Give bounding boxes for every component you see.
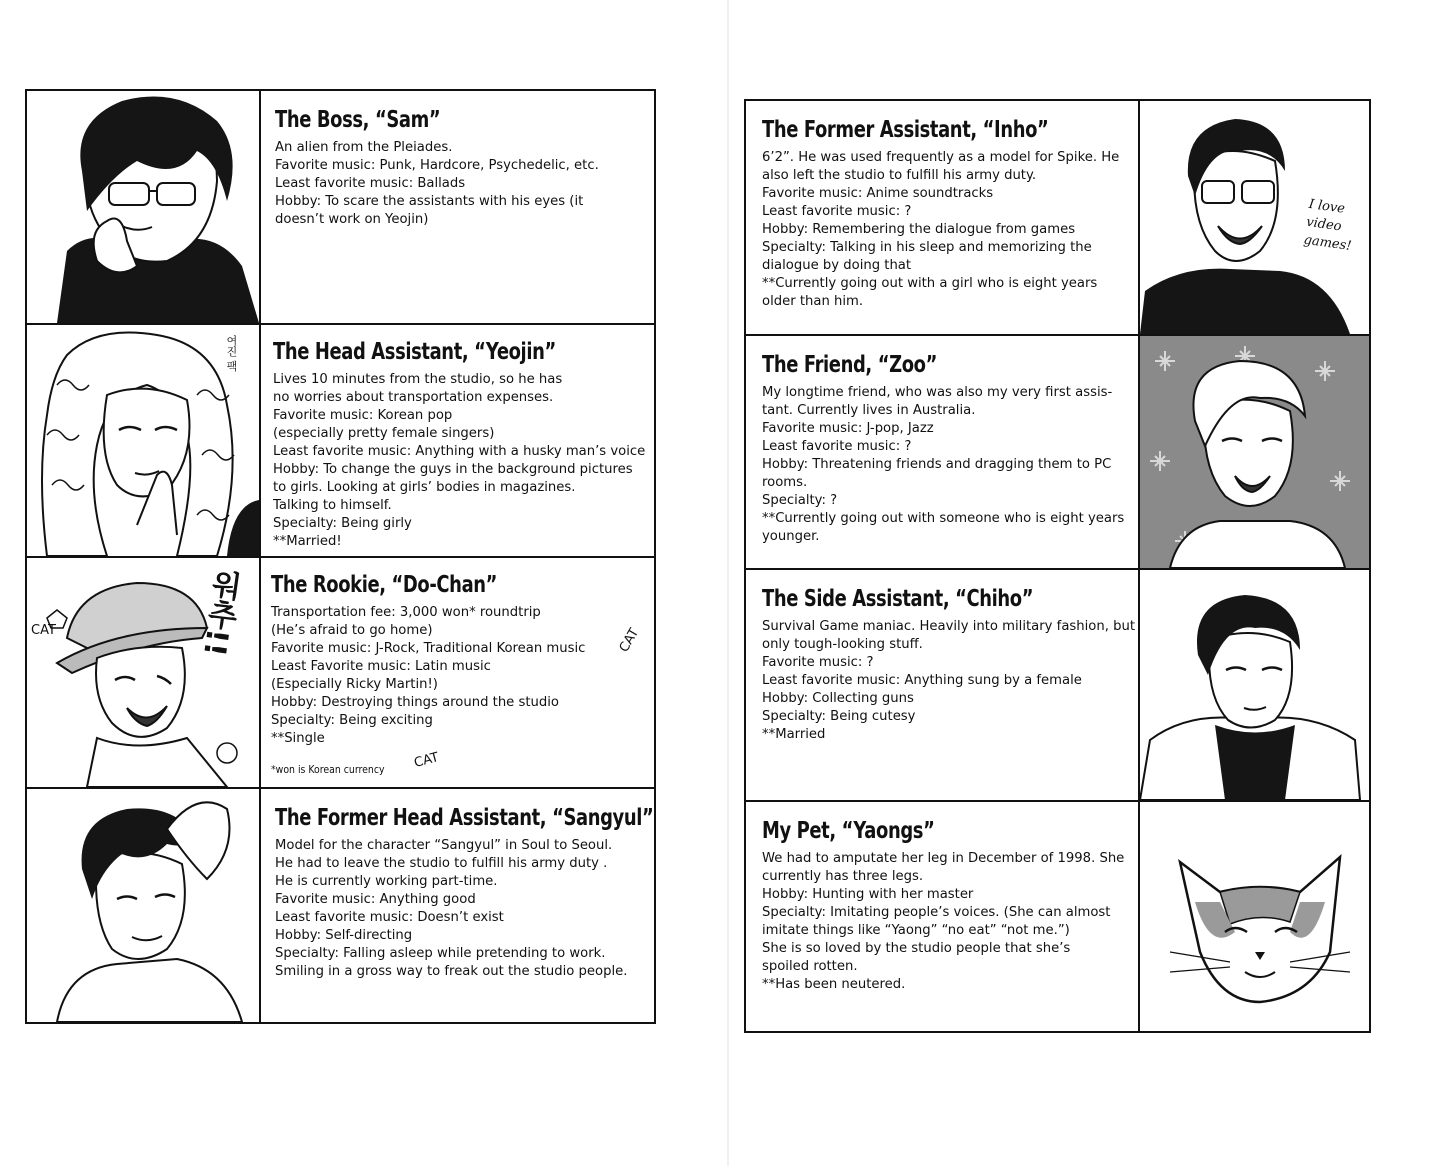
profile-line: Transportation fee: 3,000 won* roundtrip [271, 605, 541, 620]
profile-line: Hobby: Remembering the dialogue from games [762, 222, 1076, 237]
profile-text-yeojin [261, 323, 654, 556]
profile-line: Hobby: Destroying things around the studio [271, 695, 559, 710]
cat-label: CAT [31, 623, 56, 638]
profile-line: currently has three legs. [762, 869, 924, 884]
profile-lines [762, 618, 1136, 744]
profile-line: Specialty: Falling asleep while pretending to work. [275, 946, 606, 961]
profile-line: tant. Currently lives in Australia. [762, 403, 976, 418]
profile-line: no worries about transportation expenses. [273, 390, 554, 405]
profile-text-dochan [261, 556, 654, 787]
profile-lines [762, 384, 1128, 546]
profile-line: Least favorite music: Doesn’t exist [275, 910, 504, 925]
page-gutter [727, 0, 729, 1166]
profile-line: Least favorite music: ? [762, 439, 912, 454]
profile-name: The Side Assistant, “Chiho” [762, 586, 1034, 612]
profile-line: Least Favorite music: Latin music [271, 659, 491, 674]
sfx-korean: 워추!! [196, 567, 243, 659]
profile-lines [273, 371, 644, 551]
portrait-sam [27, 91, 259, 323]
profile-line: **Single [271, 731, 325, 746]
profile-line: 6’2”. He was used frequently as a model for Spike. He [762, 150, 1120, 165]
profile-line: Talking to himself. [273, 498, 392, 513]
profile-line: Lives 10 minutes from the studio, so he has [273, 372, 563, 387]
profile-name: The Head Assistant, “Yeojin” [273, 339, 556, 365]
profile-name: The Rookie, “Do-Chan” [271, 572, 498, 598]
profile-line: An alien from the Pleiades. [275, 140, 453, 155]
profile-text-chiho [746, 570, 1138, 800]
profile-line: Least favorite music: Anything sung by a female [762, 673, 1082, 688]
profile-line: dialogue by doing that [762, 258, 912, 273]
profile-line: **Has been neutered. [762, 977, 906, 992]
profile-line: Favorite music: Korean pop [273, 408, 453, 423]
profile-line: only tough-looking stuff. [762, 637, 923, 652]
portrait-zoo [1140, 336, 1369, 568]
profile-name: The Former Head Assistant, “Sangyul” [275, 805, 654, 831]
profile-line: Hobby: Collecting guns [762, 691, 914, 706]
profile-line: Hobby: To change the guys in the background pictures [273, 462, 633, 477]
profile-lines [762, 149, 1128, 311]
sfx-hangul-small: 여진 팩 [225, 335, 238, 372]
profile-line: Least favorite music: Ballads [275, 176, 466, 191]
profile-text-yaongs [746, 802, 1138, 1031]
profile-line: younger. [762, 529, 820, 544]
speech-bubble-inho [1302, 196, 1357, 256]
profile-line: rooms. [762, 475, 808, 490]
profile-lines [271, 604, 644, 748]
profile-line: Specialty: Being exciting [271, 713, 433, 728]
profile-name: The Boss, “Sam” [275, 107, 441, 133]
portrait-sangyul [27, 789, 259, 1022]
profile-line: Hobby: Threatening friends and dragging them to PC [762, 457, 1112, 472]
bubble-line: video [1305, 214, 1343, 235]
profile-line: He is currently working part-time. [275, 874, 498, 889]
profile-line: Hobby: Hunting with her master [762, 887, 974, 902]
bubble-line: I love [1307, 196, 1346, 217]
profile-line: imitate things like “Yaong” “no eat” “not me.”) [762, 923, 1070, 938]
profile-lines [762, 850, 1128, 994]
profile-line: My longtime friend, who was also my very first assis- [762, 385, 1113, 400]
profile-line: Favorite music: J-pop, Jazz [762, 421, 934, 436]
profile-line: Hobby: To scare the assistants with his eyes (it [275, 194, 584, 209]
profile-line: (especially pretty female singers) [273, 426, 495, 441]
portrait-chiho [1140, 570, 1369, 800]
profile-line: Least favorite music: ? [762, 204, 912, 219]
profile-text-inho [746, 101, 1138, 334]
profile-line: Hobby: Self-directing [275, 928, 413, 943]
profile-text-sam [261, 91, 654, 323]
profile-lines [275, 139, 644, 229]
cat-label: CAT [616, 625, 643, 656]
profile-text-sangyul [261, 789, 654, 1022]
profile-line: Smiling in a gross way to freak out the studio people. [275, 964, 628, 979]
profile-line: Model for the character “Sangyul” in Soul to Seoul. [275, 838, 613, 853]
profile-line: Favorite music: J-Rock, Traditional Korean music [271, 641, 586, 656]
profile-line: also left the studio to fulfill his army duty. [762, 168, 1037, 183]
cat-label: CAT [412, 750, 441, 771]
profile-line: He had to leave the studio to fulfill his army duty . [275, 856, 608, 871]
profile-line: Favorite music: Anime soundtracks [762, 186, 994, 201]
profile-name: My Pet, “Yaongs” [762, 818, 935, 844]
profile-line: Specialty: Being girly [273, 516, 412, 531]
profile-line: Specialty: ? [762, 493, 838, 508]
profile-line: (He’s afraid to go home) [271, 623, 433, 638]
profile-name: The Former Assistant, “Inho” [762, 117, 1049, 143]
profile-line: **Married [762, 727, 826, 742]
profile-line: We had to amputate her leg in December of 1998. She [762, 851, 1125, 866]
profile-lines [275, 837, 644, 981]
profile-line: Specialty: Imitating people’s voices. (She can almost [762, 905, 1111, 920]
profile-line: Favorite music: Punk, Hardcore, Psychedelic, etc. [275, 158, 599, 173]
profile-line: to girls. Looking at girls’ bodies in magazines. [273, 480, 576, 495]
footnote-won: *won is Korean currency [271, 763, 385, 776]
profile-line: **Married! [273, 534, 342, 549]
profile-line: **Currently going out with someone who is eight years [762, 511, 1125, 526]
profile-line: Specialty: Being cutesy [762, 709, 916, 724]
portrait-yaongs-cat [1140, 802, 1369, 1031]
profile-name: The Friend, “Zoo” [762, 352, 937, 378]
profile-line: spoiled rotten. [762, 959, 858, 974]
bubble-line: games! [1302, 232, 1353, 255]
profile-text-zoo [746, 336, 1138, 568]
profile-line: She is so loved by the studio people that she’s [762, 941, 1071, 956]
profile-line: Specialty: Talking in his sleep and memorizing the [762, 240, 1092, 255]
profile-line: Favorite music: Anything good [275, 892, 476, 907]
profile-line: (Especially Ricky Martin!) [271, 677, 438, 692]
profile-line: doesn’t work on Yeojin) [275, 212, 429, 227]
profile-line: Survival Game maniac. Heavily into military fashion, but [762, 619, 1136, 634]
profile-line: older than him. [762, 294, 864, 309]
profile-line: Least favorite music: Anything with a husky man’s voice [273, 444, 646, 459]
left-profile-grid [25, 89, 656, 1024]
profile-line: Favorite music: ? [762, 655, 874, 670]
profile-line: **Currently going out with a girl who is eight years [762, 276, 1098, 291]
right-profile-grid [744, 99, 1371, 1033]
